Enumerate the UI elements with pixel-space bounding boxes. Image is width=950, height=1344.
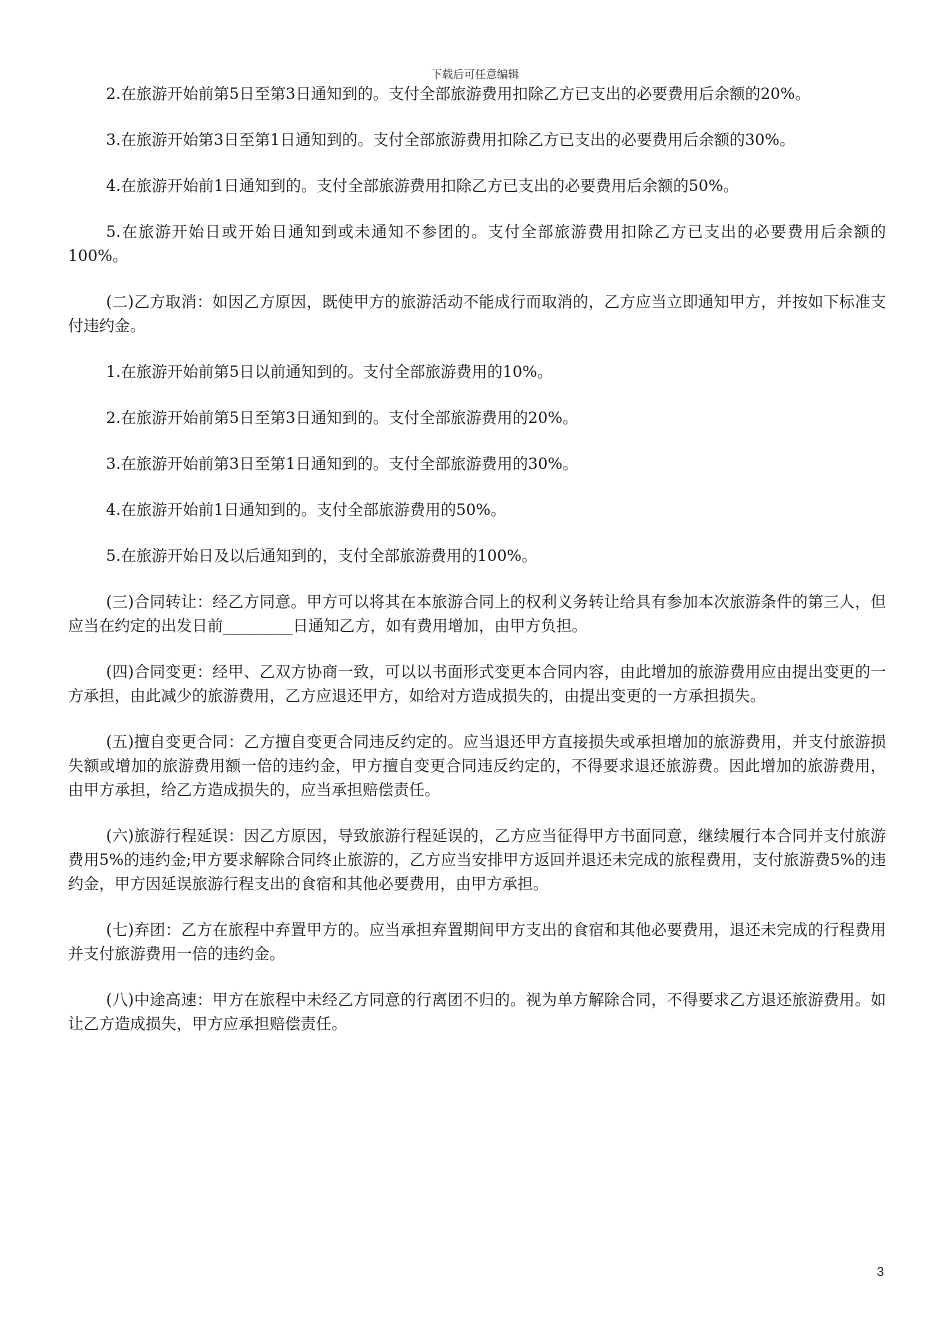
section-paragraph: (五)擅自变更合同：乙方擅自变更合同违反约定的。应当退还甲方直接损失或承担增加的旅游费用，并支付旅游损失额或增加的旅游费用额一倍的违约金，甲方擅自变更合同违反约定的，不得要求退还旅游费。因此增加的旅游费用，由甲方承担，给乙方造成损失的，应当承担赔偿责任。: [68, 733, 886, 799]
section-paragraph: (七)弃团：乙方在旅程中弃置甲方的。应当承担弃置期间甲方支出的食宿和其他必要费用，退还未完成的行程费用并支付旅游费用一倍的违约金。: [68, 921, 886, 963]
section-paragraph: (八)中途高速：甲方在旅程中未经乙方同意的行离团不归的。视为单方解除合同，不得要求乙方退还旅游费用。如让乙方造成损失，甲方应承担赔偿责任。: [68, 991, 886, 1033]
section-paragraph: (二)乙方取消：如因乙方原因，既使甲方的旅游活动不能成行而取消的，乙方应当立即通知甲方，并按如下标准支付违约金。: [68, 293, 886, 335]
clause-paragraph: 2.在旅游开始前第5日至第3日通知到的。支付全部旅游费用的20%。: [106, 409, 578, 427]
page-header: 下载后可任意编辑: [431, 68, 519, 81]
clause-paragraph: 1.在旅游开始前第5日以前通知到的。支付全部旅游费用的10%。: [106, 363, 553, 381]
section-paragraph: (六)旅游行程延误：因乙方原因，导致旅游行程延误的，乙方应当征得甲方书面同意，继续履行本合同并支付旅游费用5%的违约金;甲方要求解除合同终止旅游的，乙方应当安排甲方返回并退还未完成的旅程费用，支付旅游费5%的违约金，甲方因延误旅游行程支出的食宿和其他必要费用，由甲方承担。: [68, 827, 886, 893]
clause-paragraph: 3.在旅游开始第3日至第1日通知到的。支付全部旅游费用扣除乙方已支出的必要费用后余额的30%。: [106, 131, 795, 149]
clause-paragraph: 4.在旅游开始前1日通知到的。支付全部旅游费用扣除乙方已支出的必要费用后余额的50%。: [106, 177, 739, 195]
clause-paragraph: 5.在旅游开始日及以后通知到的，支付全部旅游费用的100%。: [106, 547, 538, 565]
page-number: 3: [876, 1264, 884, 1279]
clause-paragraph: 2.在旅游开始前第5日至第3日通知到的。支付全部旅游费用扣除乙方已支出的必要费用后余额的20%。: [106, 85, 811, 103]
clause-paragraph: 4.在旅游开始前1日通知到的。支付全部旅游费用的50%。: [106, 501, 507, 519]
document-body: [68, 82, 886, 1058]
section-paragraph: (三)合同转让：经乙方同意。甲方可以将其在本旅游合同上的权利义务转让给具有参加本次旅游条件的第三人，但应当在约定的出发日前_________日通知乙方，如有费用增加，由甲方负担。: [68, 593, 886, 635]
clause-paragraph: 5.在旅游开始日或开始日通知到或未通知不参团的。支付全部旅游费用扣除乙方已支出的必要费用后余额的100%。: [68, 223, 886, 265]
clause-paragraph: 3.在旅游开始前第3日至第1日通知到的。支付全部旅游费用的30%。: [106, 455, 578, 473]
section-paragraph: (四)合同变更：经甲、乙双方协商一致，可以以书面形式变更本合同内容，由此增加的旅游费用应由提出变更的一方承担，由此减少的旅游费用，乙方应退还甲方，如给对方造成损失的，由提出变更的一方承担损失。: [68, 663, 886, 705]
